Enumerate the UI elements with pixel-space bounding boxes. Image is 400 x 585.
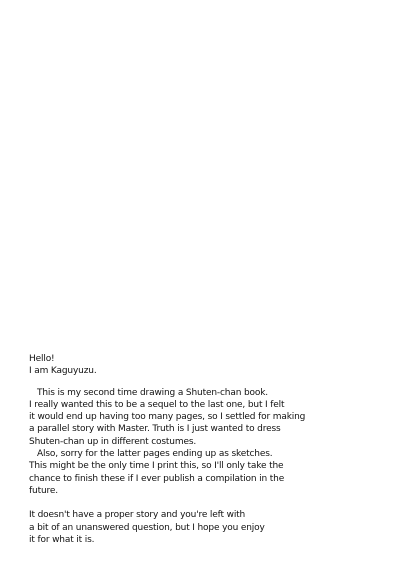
text-line: I really wanted this to be a sequel to the last one, but I felt (29, 399, 285, 410)
text-line: future. (29, 485, 58, 496)
greeting-line: Hello! (29, 354, 55, 364)
paragraph-gap (29, 497, 329, 509)
text-line: it would end up having too many pages, so I settled for making (29, 412, 306, 423)
text-line: It doesn't have a proper story and you're left with (29, 510, 246, 521)
text-line: a parallel story with Master. Truth is I just wanted to dress (29, 424, 281, 435)
greeting-line: I am Kaguyuzu. (29, 366, 97, 377)
afterword-text (29, 353, 329, 546)
text-line: Shuten-chan up in different costumes. (29, 436, 197, 447)
text-line: Also, sorry for the latter pages ending up as sketches. (37, 449, 273, 460)
text-line: it for what it is. (29, 534, 95, 545)
paragraph-gap (29, 378, 329, 387)
text-line: chance to finish these if I ever publish a compilation in the (29, 473, 285, 484)
text-line: This might be the only time I print this, so I'll only take the (29, 461, 284, 472)
text-line: This is my second time drawing a Shuten-chan book. (37, 387, 269, 398)
text-line: a bit of an unanswered question, but I hope you enjoy (29, 522, 265, 533)
